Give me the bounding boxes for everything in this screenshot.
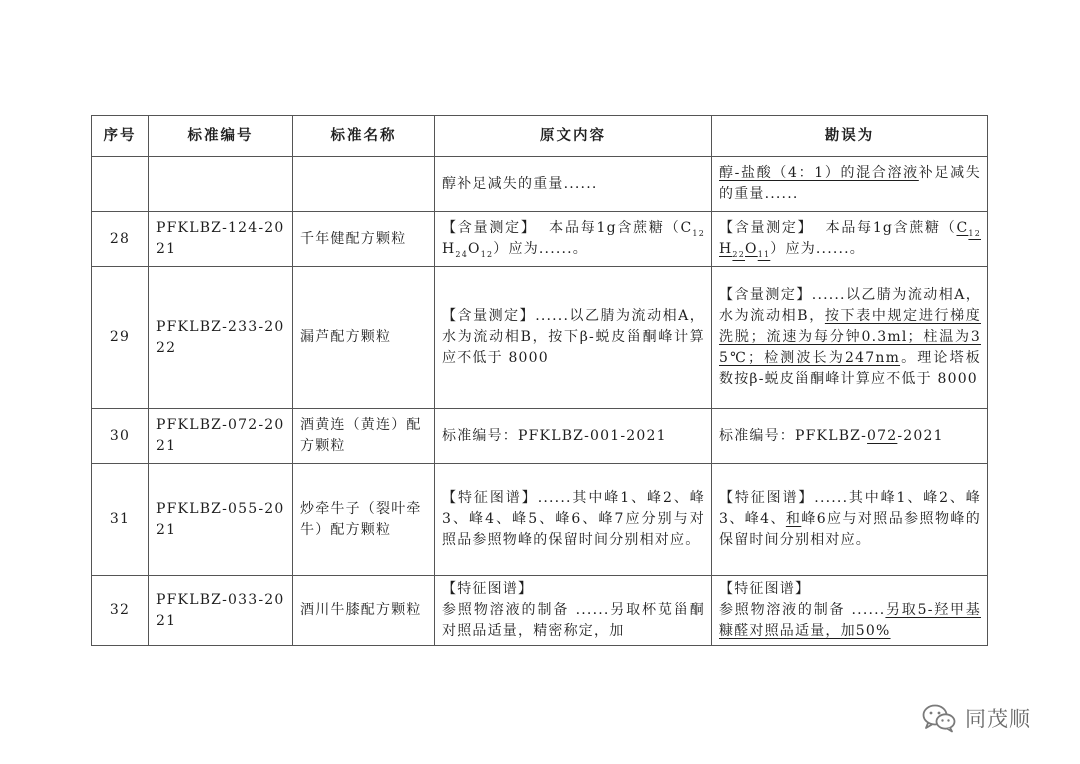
text-segment: 【含量测定】......以乙腈为流动相A，水为流动相B，按下β-蜕皮甾酮峰计算应不低于 8000 — [442, 308, 705, 366]
row-number: 31 — [92, 464, 149, 576]
corrected-text-segment: H — [719, 241, 733, 257]
corrected-text-segment: 072 — [867, 427, 898, 444]
corrected-content — [712, 409, 988, 464]
original-content — [435, 409, 712, 464]
original-content — [435, 212, 712, 267]
table-row — [92, 212, 988, 267]
corrected-text-segment: O — [745, 241, 758, 257]
corrected-content — [712, 212, 988, 267]
text-segment: 【特征图谱】......其中峰1、峰2、峰3、峰4、 — [719, 490, 981, 527]
text-segment: ）应为......。 — [770, 241, 865, 257]
corrected-text-segment: C — [956, 220, 969, 236]
text-segment: O — [468, 241, 481, 257]
text-segment: 【含量测定】 本品每1g含蔗糖（C — [442, 220, 693, 236]
standard-name: 酒川牛膝配方颗粒 — [293, 576, 435, 646]
corrected-text-segment: 醇-盐酸（4：1）的混合溶液 — [719, 165, 919, 181]
standard-name: 漏芦配方颗粒 — [293, 267, 435, 409]
table-row — [92, 576, 988, 646]
standard-name — [293, 157, 435, 212]
standard-code: PFKLBZ-124-2021 — [149, 212, 293, 267]
table-body — [92, 157, 988, 646]
text-segment: 峰6应与对照品参照物峰的保留时间分别相对应。 — [719, 511, 981, 548]
corrected-text-segment: 按下表中规定进行梯度洗脱；流速为每分钟0.3ml；柱温为35℃；检测波长为247nm — [719, 308, 981, 366]
corrected-text-segment: 另取5-羟甲基糠醛对照品适量，加50% — [719, 602, 981, 639]
wechat-icon — [921, 702, 957, 734]
corrected-text-segment: 11 — [757, 249, 771, 259]
row-number — [92, 157, 149, 212]
standard-code — [149, 157, 293, 212]
text-segment: -2021 — [897, 427, 944, 444]
table-row — [92, 267, 988, 409]
text-segment: 标准编号：PFKLBZ-001-2021 — [442, 427, 667, 444]
text-segment: 【特征图谱】 参照物溶液的制备 ...... — [719, 581, 886, 618]
text-segment: 【特征图谱】 参照物溶液的制备 ......另取杯苋甾酮对照品适量，精密称定，加 — [442, 581, 705, 639]
row-number: 29 — [92, 267, 149, 409]
text-segment: 【含量测定】 本品每1g含蔗糖（ — [719, 220, 957, 236]
text-segment: 补足减失的重量...... — [719, 165, 981, 202]
corrected-text-segment: 22 — [732, 249, 746, 259]
table-row — [92, 409, 988, 464]
header-original-content: 原文内容 — [435, 116, 712, 157]
standard-code: PFKLBZ-055-2021 — [149, 464, 293, 576]
text-segment: 。理论塔板数按β-蜕皮甾酮峰计算应不低于 8000 — [719, 350, 982, 387]
watermark-text: 同茂顺 — [965, 707, 1031, 731]
original-content — [435, 464, 712, 576]
header-row — [92, 116, 988, 157]
standard-name: 酒黄连（黄连）配方颗粒 — [293, 409, 435, 464]
text-segment: 醇补足减失的重量...... — [442, 175, 598, 192]
corrected-content — [712, 267, 988, 409]
text-segment: 24 — [455, 249, 469, 259]
corrected-content — [712, 464, 988, 576]
text-segment: ）应为......。 — [493, 241, 588, 257]
row-number: 30 — [92, 409, 149, 464]
errata-table — [91, 115, 988, 646]
standard-code: PFKLBZ-033-2021 — [149, 576, 293, 646]
standard-name: 炒牵牛子（裂叶牵牛）配方颗粒 — [293, 464, 435, 576]
text-segment: 标准编号：PFKLBZ- — [719, 427, 868, 444]
original-content — [435, 576, 712, 646]
text-segment: 【特征图谱】......其中峰1、峰2、峰3、峰4、峰5、峰6、峰7应分别与对照品参照物峰的保留时间分别相对应。 — [442, 490, 705, 548]
corrected-text-segment: 12 — [968, 228, 981, 238]
header-correction: 勘误为 — [712, 116, 988, 157]
standard-code: PFKLBZ-233-2022 — [149, 267, 293, 409]
original-content — [435, 157, 712, 212]
standard-name: 千年健配方颗粒 — [293, 212, 435, 267]
corrected-text-segment: 和 — [785, 511, 802, 527]
header-no: 序号 — [92, 116, 149, 157]
original-content — [435, 267, 712, 409]
corrected-content — [712, 157, 988, 212]
text-segment: H — [442, 241, 456, 257]
row-number: 32 — [92, 576, 149, 646]
row-number: 28 — [92, 212, 149, 267]
text-segment: 12 — [692, 228, 705, 238]
standard-code: PFKLBZ-072-2021 — [149, 409, 293, 464]
header-standard-code: 标准编号 — [149, 116, 293, 157]
text-segment: 【含量测定】......以乙腈为流动相A，水为流动相B， — [719, 287, 981, 324]
text-segment: 12 — [480, 249, 494, 259]
table-row — [92, 157, 988, 212]
watermark — [921, 700, 1031, 736]
header-standard-name: 标准名称 — [293, 116, 435, 157]
corrected-content — [712, 576, 988, 646]
table-row — [92, 464, 988, 576]
